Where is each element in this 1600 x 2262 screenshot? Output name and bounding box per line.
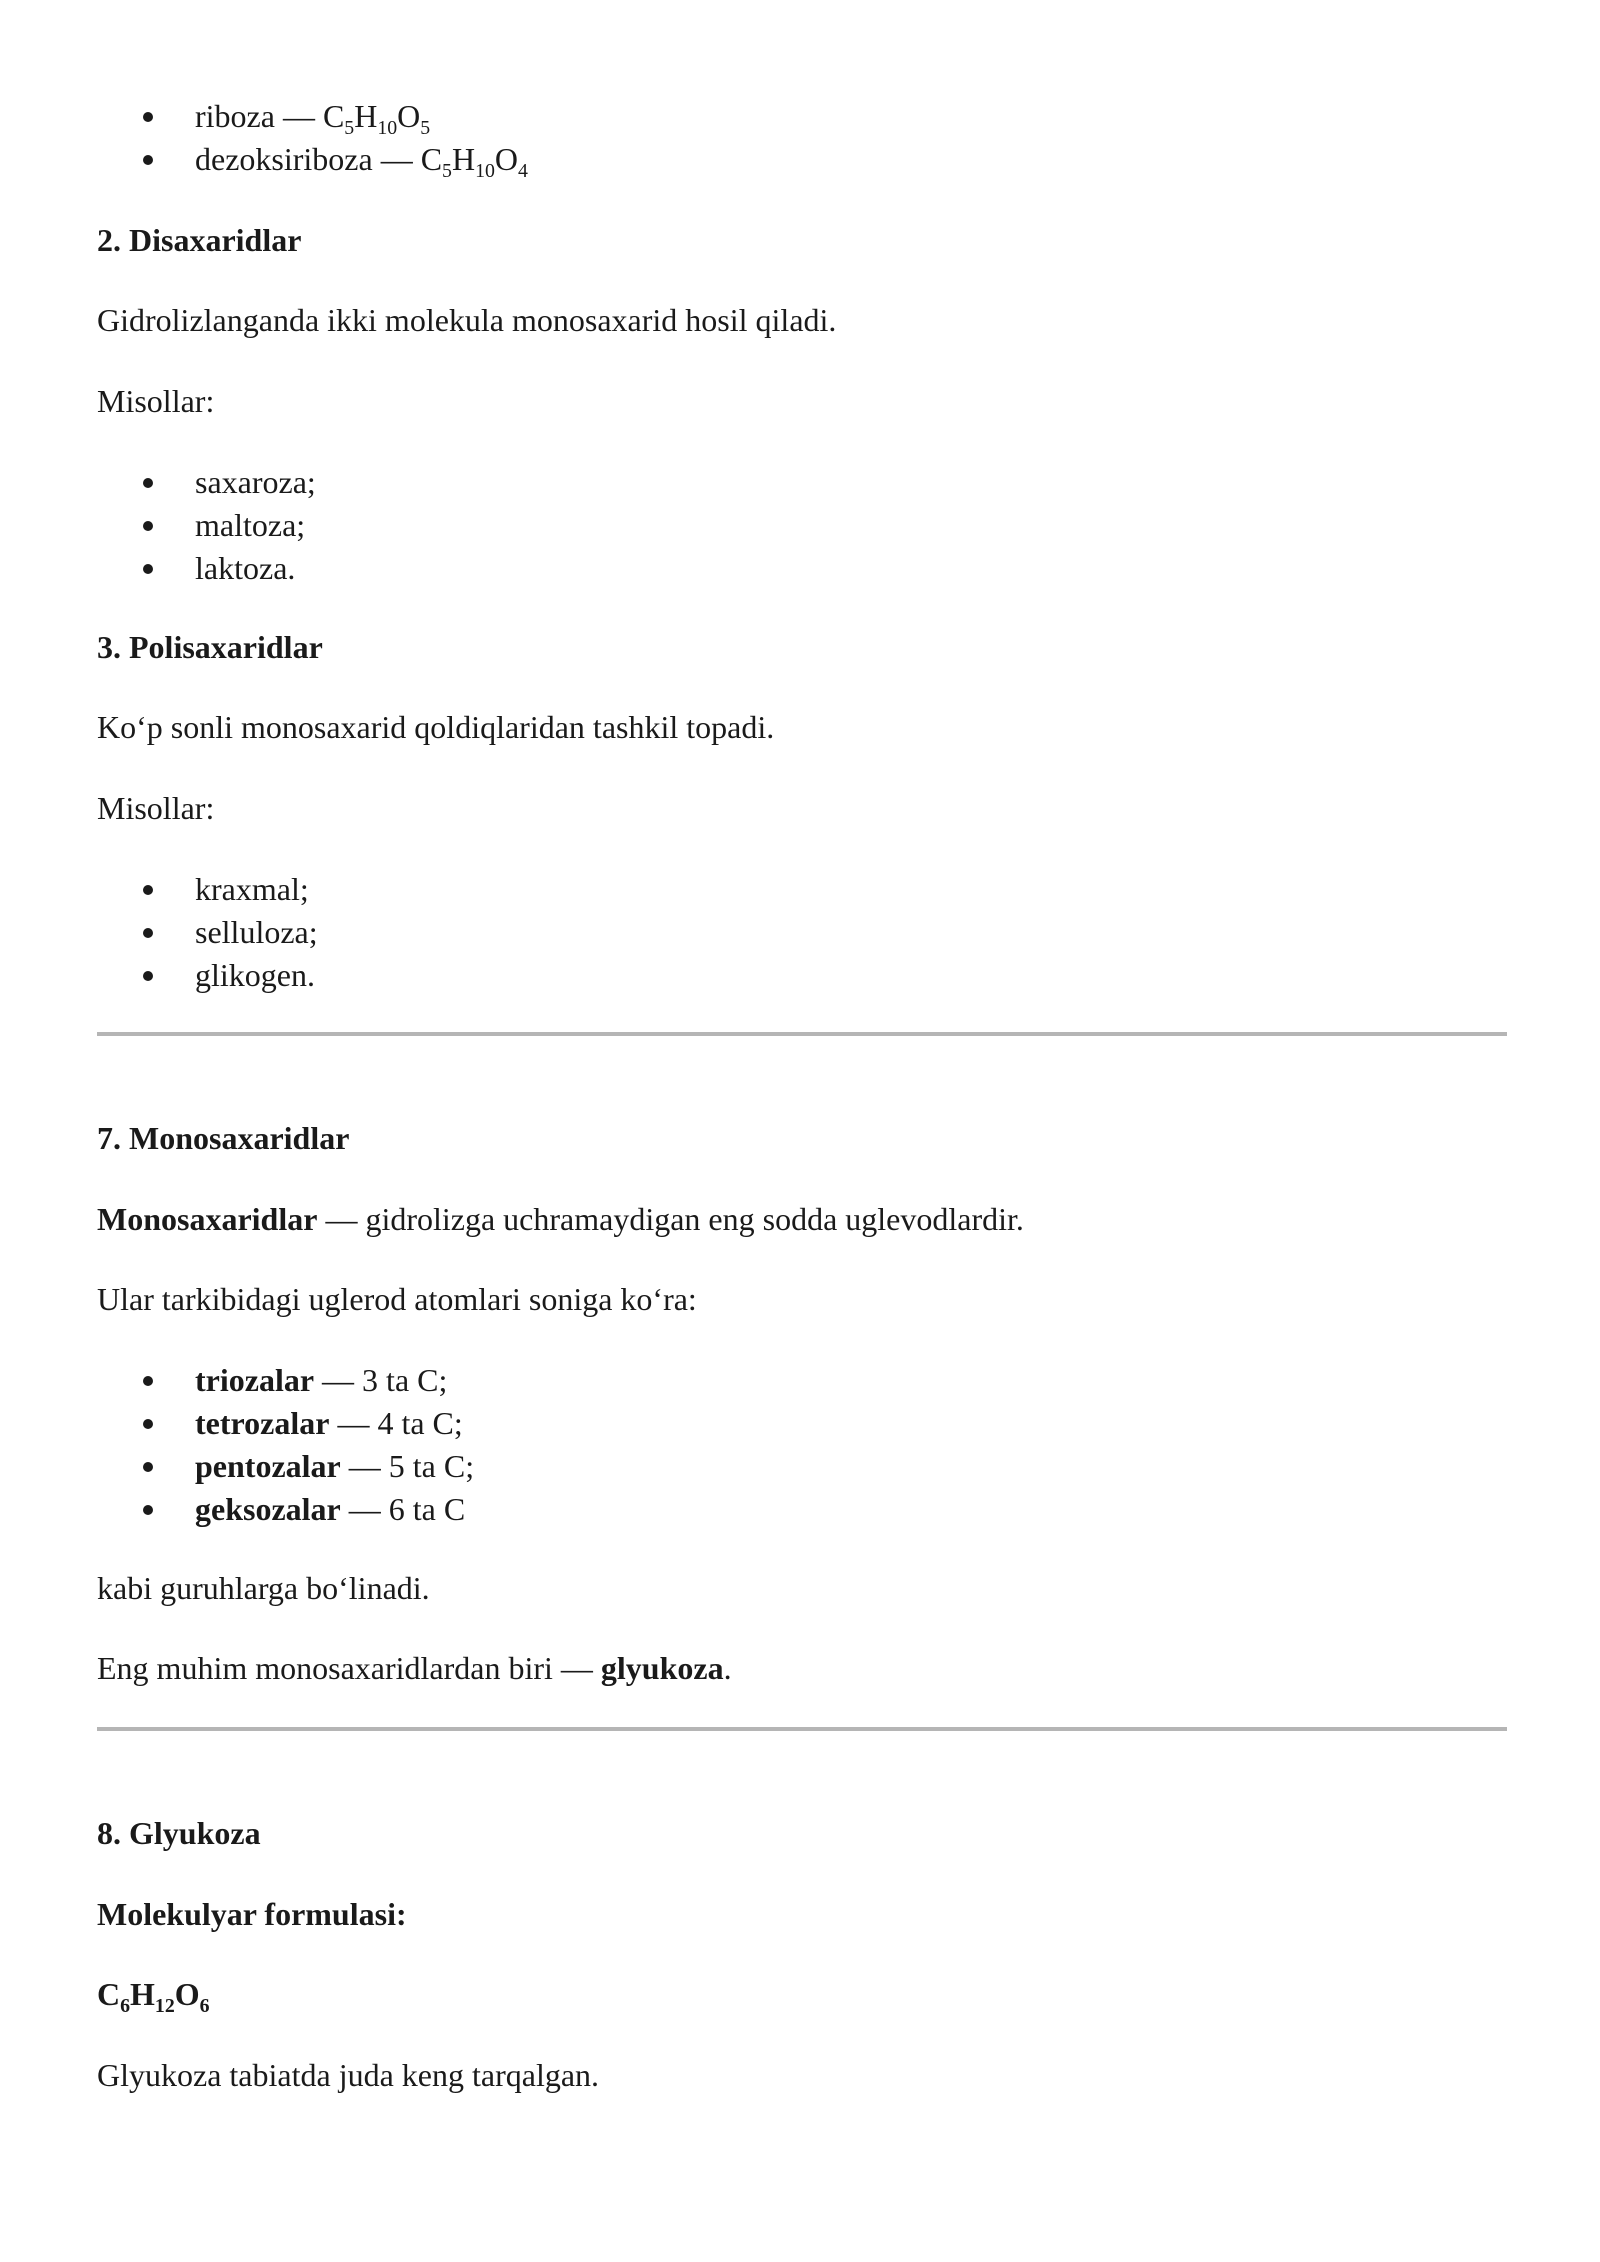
bullet-dot [143, 928, 153, 938]
examples-label: Misollar: [97, 790, 215, 826]
bullet-dot [143, 1505, 153, 1515]
horizontal-rule [97, 1727, 1507, 1731]
bullet-dot [143, 885, 153, 895]
section-heading-glyukoza: 8. Glyukoza [97, 1815, 261, 1851]
section-heading-polisaxaridlar: 3. Polisaxaridlar [97, 629, 323, 665]
list-item: glikogen. [195, 957, 315, 993]
list-item: pentozalar — 5 ta C; [195, 1448, 475, 1484]
formula-riboza: $C_5H_{10}O_5$ [322, 98, 431, 139]
type-term: pentozalar [195, 1448, 341, 1484]
list-item: triozalar — 3 ta C; [195, 1362, 448, 1398]
list-item: kraxmal; [195, 871, 309, 907]
list-item-dezoksiriboza [195, 139, 528, 182]
list-item: saxaroza; [195, 464, 316, 500]
list-item: selluloza; [195, 914, 318, 950]
bullet-dot [143, 1376, 153, 1386]
bullet-dot [143, 155, 153, 165]
important-term: glyukoza [600, 1650, 724, 1686]
sugar-name: riboza [195, 98, 275, 134]
paragraph: Koʻp sonli monosaxarid qoldiqlaridan tashkil topadi. [97, 709, 775, 745]
bullet-dot [143, 521, 153, 531]
paragraph: Gidrolizlanganda ikki molekula monosaxarid hosil qiladi. [97, 302, 837, 338]
horizontal-rule [97, 1032, 1507, 1036]
sugar-name: dezoksiriboza [195, 141, 373, 177]
paragraph: Glyukoza tabiatda juda keng tarqalgan. [97, 2057, 600, 2093]
bullet-dot [143, 1462, 153, 1472]
type-term: geksozalar [195, 1491, 341, 1527]
paragraph-important: Eng muhim monosaxaridlardan biri — glyukoza. [97, 1650, 732, 1686]
definition-text: — gidrolizga uchramaydigan eng sodda uglevodlardir. [317, 1201, 1024, 1237]
examples-label: Misollar: [97, 383, 215, 419]
paragraph: Ular tarkibidagi uglerod atomlari soniga koʻra: [97, 1281, 697, 1317]
list-item: tetrozalar — 4 ta C; [195, 1405, 463, 1441]
molecular-formula: $C_6H_{12}O_6$ [97, 1976, 210, 2017]
type-term: triozalar [195, 1362, 315, 1398]
definition-term: Monosaxaridlar [97, 1201, 318, 1237]
bullet-dot [143, 478, 153, 488]
bullet-dot [143, 1419, 153, 1429]
bullet-dot [143, 112, 153, 122]
formula-label: Molekulyar formulasi: [97, 1896, 407, 1932]
dash: — [372, 141, 421, 177]
list-item-riboza [195, 96, 431, 139]
paragraph: kabi guruhlarga boʻlinadi. [97, 1570, 430, 1606]
bullet-dot [143, 971, 153, 981]
definition-paragraph [97, 1199, 1024, 1239]
list-item: laktoza. [195, 550, 296, 586]
section-heading-monosaxaridlar: 7. Monosaxaridlar [97, 1120, 350, 1156]
bullet-dot [143, 564, 153, 574]
section-heading-disaxaridlar: 2. Disaxaridlar [97, 222, 302, 258]
dash: — [274, 98, 323, 134]
type-term: tetrozalar [195, 1405, 330, 1441]
list-item: geksozalar — 6 ta C [195, 1491, 466, 1527]
list-item: maltoza; [195, 507, 306, 543]
formula-dezoksiriboza: $C_5H_{10}O_4$ [420, 141, 528, 182]
